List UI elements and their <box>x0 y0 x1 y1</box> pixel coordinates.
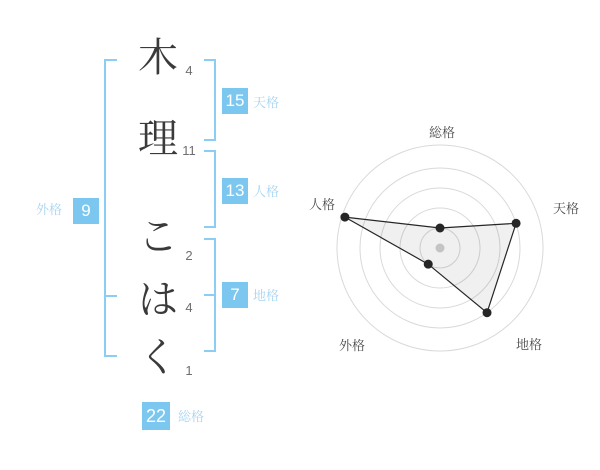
chikaku-label: 地格 <box>253 288 280 303</box>
stroke-count-5: 1 <box>185 363 193 378</box>
name-character-1: 木 <box>138 36 178 80</box>
jinkaku-value-box: 13 <box>222 178 248 204</box>
radar-axis-label: 人格 <box>308 197 336 212</box>
gaikaku-bracket-mid-tick <box>104 295 117 297</box>
chikaku-bracket-mid-tick <box>204 294 216 296</box>
radar-data-point <box>436 224 445 233</box>
radar-chart <box>300 100 600 380</box>
gaikaku-label: 外格 <box>36 202 63 217</box>
tenkaku-label: 天格 <box>253 95 280 110</box>
radar-axis-label: 天格 <box>552 201 580 216</box>
radar-data-point <box>512 219 521 228</box>
name-character-2: 理 <box>138 117 178 161</box>
chikaku-value-box: 7 <box>222 282 248 308</box>
jinkaku-bracket <box>204 150 216 228</box>
soukaku-value-box: 22 <box>142 402 170 430</box>
gaikaku-bracket <box>104 59 117 357</box>
radar-data-point <box>424 260 433 269</box>
soukaku-label: 総格 <box>178 409 205 424</box>
stroke-count-2: 11 <box>182 143 196 158</box>
radar-data-point <box>483 308 492 317</box>
stroke-count-1: 4 <box>185 63 193 78</box>
stroke-count-3: 2 <box>185 248 193 263</box>
name-character-4: は <box>138 278 178 322</box>
radar-data-point <box>340 213 349 222</box>
radar-axis-label: 地格 <box>515 337 543 352</box>
gaikaku-value-box: 9 <box>73 198 99 224</box>
radar-chart-svg <box>300 100 600 380</box>
jinkaku-label: 人格 <box>253 184 280 199</box>
name-character-5: く <box>138 336 178 380</box>
tenkaku-bracket <box>204 59 216 141</box>
radar-center-dot <box>436 244 445 253</box>
stroke-count-4: 4 <box>185 300 193 315</box>
radar-axis-label: 総格 <box>428 125 456 140</box>
name-character-3: こ <box>138 215 178 259</box>
radar-axis-label: 外格 <box>338 338 366 353</box>
tenkaku-value-box: 15 <box>222 88 248 114</box>
